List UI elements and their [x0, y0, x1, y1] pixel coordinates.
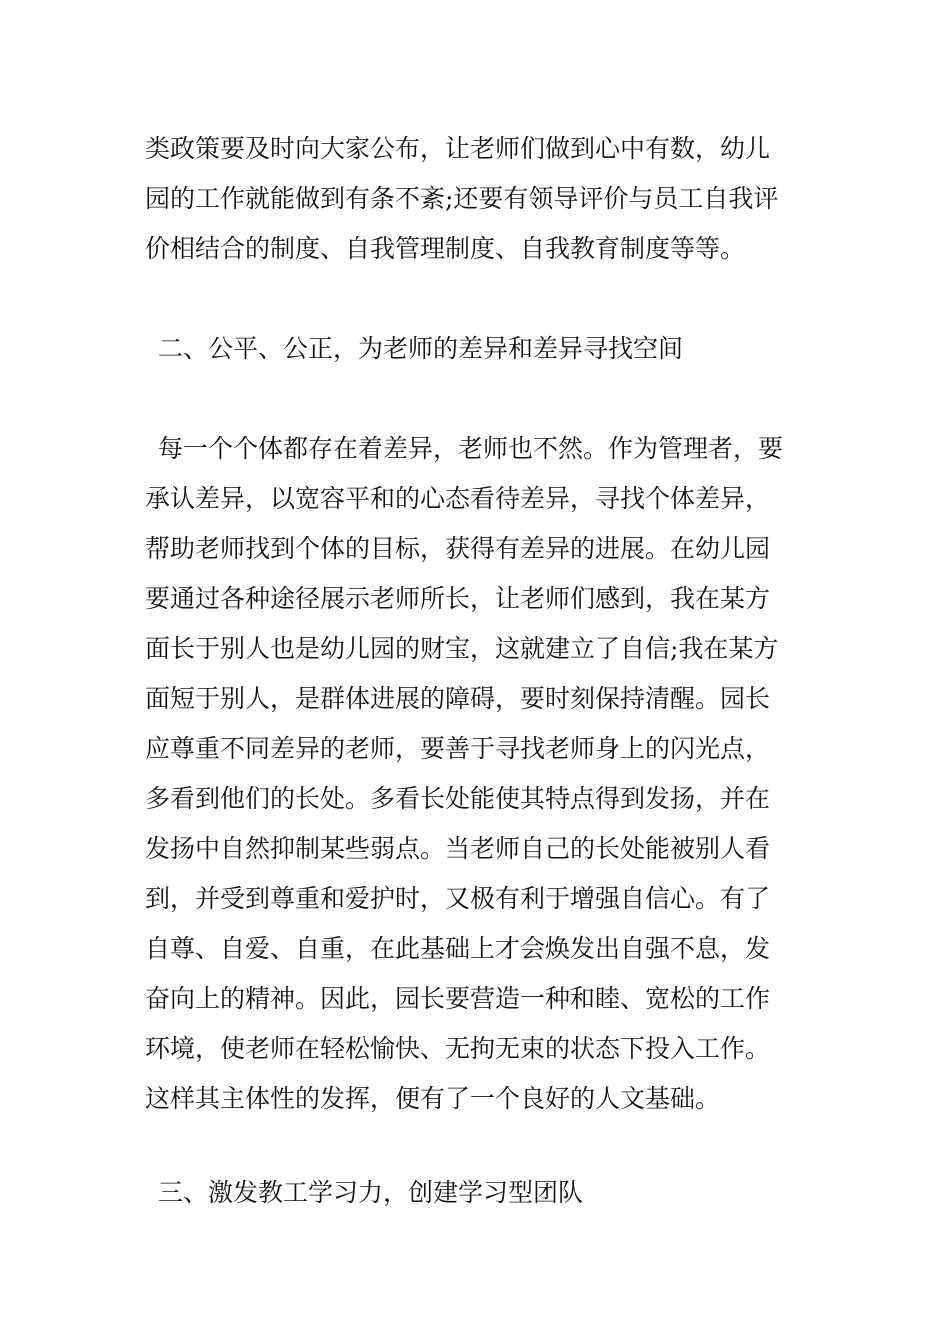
paragraph-line: 多看到他们的长处。多看长处能使其特点得到发扬，并在 [145, 784, 771, 813]
paragraph-line: 自尊、自爱、自重，在此基础上才会焕发出自强不息，发 [145, 934, 771, 963]
paragraph-line: 每一个个体都存在着差异，老师也不然。作为管理者，要 [158, 434, 784, 463]
section-heading-2: 二、公平、公正，为老师的差异和差异寻找空间 [158, 334, 684, 363]
paragraph-line: 这样其主体性的发挥，便有了一个良好的人文基础。 [145, 1084, 721, 1113]
paragraph-line: 发扬中自然抑制某些弱点。当老师自己的长处能被别人看 [145, 834, 771, 863]
paragraph-line: 面长于别人也是幼儿园的财宝，这就建立了自信;我在某方 [145, 634, 779, 663]
paragraph-1 [145, 124, 810, 274]
paragraph-line: 奋向上的精神。因此，园长要营造一种和睦、宽松的工作 [145, 984, 771, 1013]
paragraph-line: 环境，使老师在轻松愉快、无拘无束的状态下投入工作。 [145, 1034, 771, 1063]
paragraph-2 [145, 424, 810, 1124]
paragraph-line: 类政策要及时向大家公布，让老师们做到心中有数，幼儿 [145, 134, 771, 163]
paragraph-line: 应尊重不同差异的老师，要善于寻找老师身上的闪光点， [145, 734, 771, 763]
paragraph-line: 园的工作就能做到有条不紊;还要有领导评价与员工自我评 [145, 184, 779, 213]
paragraph-line: 帮助老师找到个体的目标，获得有差异的进展。在幼儿园 [145, 534, 771, 563]
paragraph-line: 要通过各种途径展示老师所长，让老师们感到，我在某方 [145, 584, 771, 613]
paragraph-line: 承认差异，以宽容平和的心态看待差异，寻找个体差异， [145, 484, 771, 513]
paragraph-line: 到，并受到尊重和爱护时，又极有利于增强自信心。有了 [145, 884, 771, 913]
paragraph-line: 价相结合的制度、自我管理制度、自我教育制度等等。 [145, 234, 746, 263]
paragraph-line: 面短于别人，是群体进展的障碍，要时刻保持清醒。园长 [145, 684, 771, 713]
section-heading-3: 三、激发教工学习力，创建学习型团队 [158, 1178, 584, 1207]
